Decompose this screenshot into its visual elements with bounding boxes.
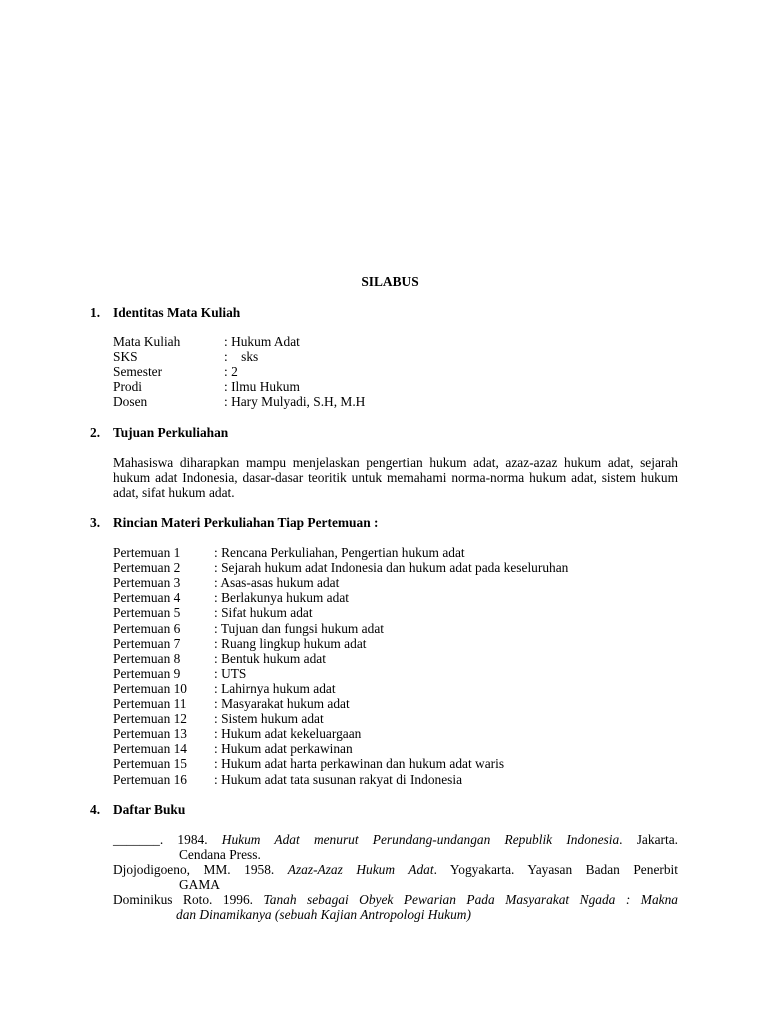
pertemuan-row	[113, 696, 350, 711]
pertemuan-topic: : Rencana Perkuliahan, Pengertian hukum adat	[214, 545, 465, 560]
identitas-row	[113, 394, 366, 409]
reference-continuation	[113, 877, 678, 892]
pertemuan-row	[113, 560, 569, 575]
pertemuan-row	[113, 726, 362, 741]
reference-entry	[113, 862, 678, 892]
section-number: 4.	[90, 802, 101, 817]
reference-entry	[113, 892, 678, 922]
pertemuan-row	[113, 666, 247, 681]
section-number: 3.	[90, 515, 101, 530]
pertemuan-topic: : Asas-asas hukum adat	[214, 575, 340, 590]
identitas-label: SKS	[113, 349, 138, 364]
pertemuan-label: Pertemuan 9	[113, 666, 181, 681]
reference-entry	[113, 832, 678, 862]
section-title: Tujuan Perkuliahan	[113, 425, 229, 440]
pertemuan-topic: : Ruang lingkup hukum adat	[214, 636, 367, 651]
page-title: SILABUS	[361, 274, 419, 289]
reference-author-year: _______. 1984.	[113, 832, 222, 847]
pertemuan-label: Pertemuan 10	[113, 681, 188, 696]
pertemuan-topic: : Hukum adat perkawinan	[214, 741, 353, 756]
identitas-row	[113, 379, 300, 394]
reference-publisher: . Jakarta.	[619, 832, 678, 847]
pertemuan-topic: : Bentuk hukum adat	[214, 651, 326, 666]
pertemuan-label: Pertemuan 8	[113, 651, 181, 666]
pertemuan-row	[113, 756, 505, 771]
pertemuan-row	[113, 575, 340, 590]
reference-book-title: Hukum Adat menurut Perundang-undangan Republik Indonesia	[221, 832, 620, 847]
identitas-row	[113, 334, 300, 349]
pertemuan-label: Pertemuan 1	[113, 545, 181, 560]
reference-book-title: Azaz-Azaz Hukum Adat	[287, 862, 434, 877]
reference-publisher: Cendana Press.	[179, 847, 261, 862]
pertemuan-row	[113, 711, 324, 726]
identitas-value: : Hary Mulyadi, S.H, M.H	[224, 394, 366, 409]
section-heading-identitas	[90, 305, 240, 320]
reference-author-year: Dominikus Roto. 1996.	[113, 892, 264, 907]
pertemuan-label: Pertemuan 7	[113, 636, 181, 651]
section-heading-tujuan	[90, 425, 228, 440]
identitas-label: Dosen	[113, 394, 148, 409]
identitas-value: : Ilmu Hukum	[224, 379, 300, 394]
reference-book-title: dan Dinamikanya (sebuah Kajian Antropologi Hukum)	[176, 907, 471, 922]
pertemuan-row	[113, 621, 384, 636]
identitas-label: Semester	[113, 364, 163, 379]
pertemuan-label: Pertemuan 14	[113, 741, 188, 756]
pertemuan-topic: : Tujuan dan fungsi hukum adat	[214, 621, 384, 636]
pertemuan-label: Pertemuan 11	[113, 696, 187, 711]
pertemuan-label: Pertemuan 13	[113, 726, 188, 741]
pertemuan-row	[113, 545, 465, 560]
pertemuan-label: Pertemuan 15	[113, 756, 188, 771]
pertemuan-topic: : Hukum adat harta perkawinan dan hukum adat waris	[214, 756, 505, 771]
pertemuan-label: Pertemuan 5	[113, 605, 181, 620]
section-title: Rincian Materi Perkuliahan Tiap Pertemuan :	[113, 515, 379, 530]
pertemuan-topic: : Hukum adat kekeluargaan	[214, 726, 362, 741]
reference-line	[113, 832, 678, 847]
identitas-row	[113, 349, 259, 364]
pertemuan-row	[113, 590, 349, 605]
pertemuan-row	[113, 681, 336, 696]
pertemuan-topic: : UTS	[214, 666, 247, 681]
pertemuan-topic: : Berlakunya hukum adat	[214, 590, 349, 605]
section-number: 1.	[90, 305, 101, 320]
pertemuan-topic: : Sistem hukum adat	[214, 711, 324, 726]
reference-book-title: Tanah sebagai Obyek Pewarian Pada Masyarakat Ngada : Makna	[263, 892, 678, 907]
reference-line	[113, 862, 678, 877]
pertemuan-topic: : Masyarakat hukum adat	[214, 696, 350, 711]
reference-continuation	[113, 907, 678, 922]
reference-publisher: . Yogyakarta. Yayasan Badan Penerbit	[433, 862, 678, 877]
pertemuan-row	[113, 605, 313, 620]
section-heading-rincian	[90, 515, 378, 530]
pertemuan-row	[113, 772, 463, 787]
pertemuan-label: Pertemuan 6	[113, 621, 181, 636]
pertemuan-topic: : Lahirnya hukum adat	[214, 681, 336, 696]
pertemuan-topic: : Sejarah hukum adat Indonesia dan hukum adat pada keseluruhan	[214, 560, 569, 575]
pertemuan-label: Pertemuan 16	[113, 772, 188, 787]
identitas-value: : sks	[224, 349, 259, 364]
identitas-label: Prodi	[113, 379, 143, 394]
identitas-value: : Hukum Adat	[224, 334, 300, 349]
pertemuan-label: Pertemuan 4	[113, 590, 181, 605]
reference-continuation	[113, 847, 678, 862]
reference-line	[113, 892, 678, 907]
pertemuan-label: Pertemuan 12	[113, 711, 188, 726]
section-number: 2.	[90, 425, 101, 440]
identitas-row	[113, 364, 238, 379]
pertemuan-label: Pertemuan 3	[113, 575, 181, 590]
identitas-value: : 2	[224, 364, 238, 379]
pertemuan-row	[113, 636, 367, 651]
reference-publisher: GAMA	[179, 877, 220, 892]
pertemuan-row	[113, 741, 353, 756]
section-title: Identitas Mata Kuliah	[113, 305, 241, 320]
reference-author-year: Djojodigoeno, MM. 1958.	[113, 862, 288, 877]
pertemuan-topic: : Sifat hukum adat	[214, 605, 313, 620]
section-heading-daftar-buku	[90, 802, 185, 817]
tujuan-paragraph: Mahasiswa diharapkan mampu menjelaskan pengertian hukum adat, azaz-azaz hukum adat, sejarah hukum adat Indonesia, dasar-dasar teoritik untuk memahami norma-norma hukum adat, sistem hukum adat, sifat hukum adat.	[113, 455, 678, 500]
pertemuan-topic: : Hukum adat tata susunan rakyat di Indonesia	[214, 772, 463, 787]
identitas-label: Mata Kuliah	[113, 334, 181, 349]
section-title: Daftar Buku	[113, 802, 186, 817]
pertemuan-row	[113, 651, 326, 666]
pertemuan-label: Pertemuan 2	[113, 560, 181, 575]
